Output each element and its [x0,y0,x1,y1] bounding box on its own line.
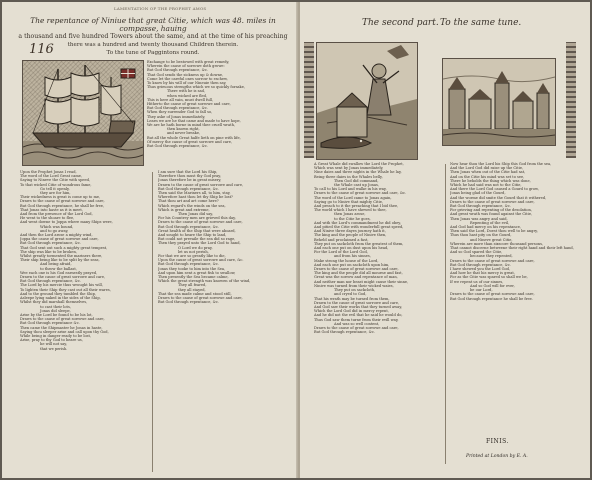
verse-line: But God through repentance, &c. [20,241,81,246]
verse-line: But God through repentance, &c. [158,300,219,305]
verse-line: Then they prayed unto the Lord God to hand, [158,241,241,246]
verse-line: To know by his will of our Nineuie then say, [147,81,227,86]
verse-line: O Lord we do pray, [178,245,213,250]
verse-line: the Whale cast up Jonas, [334,183,379,188]
verse-line: and never breake, [167,131,201,136]
title-line-2: a thousand and five hundred Towers about the same, and at the time of his preaching [18,33,288,40]
verse-line: They put on sackcloth from the greatest of them, [314,241,404,246]
verse-line: That cannot discerne betweene their right hand and their left hand, [450,246,574,251]
verse-line: they are for him, [40,191,71,196]
verse-line: Which the Lord God did in mercy repent, [314,309,389,314]
ballad-title [12,17,294,57]
verse-line: Make strong the house of the Lord, [314,258,379,263]
verse-line: This is here all vain, must dwell full, [147,97,214,102]
second-part-heading: The second part. [362,18,439,28]
verse-line: Asleepe lying naked in the sides of the Ship, [20,296,101,301]
verse-line: And Ninive three dayes journey hath it, [314,229,386,234]
verse-line: to the Citie he goes, [334,216,371,221]
verse-line: Upon the cause of great sorrowe and care, &c. [158,258,244,263]
verse-line: I have shewed you the Lord God, [450,267,511,272]
verse-line: He went to the shoare to flee, [20,216,75,221]
verse-line: And then the Lord arose a mighty wind, [20,233,93,238]
verse-line: Draws to the cause of great sorrowe and care, [450,199,535,204]
verse-line: Drawn to the cause of great sorrowe and care, [158,182,244,187]
verse-line: Arise, pray to thy God to heare us, [20,338,83,343]
verse-line: Wherefore hast thou let thy Ship be lost? [158,195,233,200]
verse-line: But God through repentance, &c. [314,330,375,335]
verse-line: Whilst greatly tormented the mariners there, [20,254,103,259]
verse-line: Drawn to the cause of great sorrowe and care, [20,275,106,280]
verse-line: But God through repentance, &c. [450,204,511,209]
verse-line: Wee each one is his God earnestly prayed, [20,270,98,275]
ship-woodcut-image [22,60,144,166]
verse-line: And neither man nor beast might cause their sinne, [314,279,409,284]
verse-line: But God through repentance, &c. [158,186,219,191]
verse-line: And God saw their works that they turned away, [314,304,403,309]
verse-line: To lighten their Ship they cast out all their wares, [20,287,111,292]
verse-line: Draws to the cause of great sorrowe and care, [314,325,399,330]
ornamental-border-left [304,42,314,158]
verse-line: That God sent out such a mighty great tempest, [20,245,108,250]
verse-line: let us not perish, [178,249,209,254]
verse-line: Jonas being glad of the Gourd, [450,191,506,196]
verse-line: But God through repentance, he shall be free, [20,203,104,208]
verse-line: For that we are so greatly like to die, [158,254,226,259]
verse-line: Draws to the cause of great sorrowe and care, [20,317,105,322]
verse-line: But God through repentance, &c. [450,262,511,267]
verse-line: Thus grieuous strengths which we so quickly forsake, [147,85,246,90]
title-line-4: To the tune of Paggintons round. [106,50,200,56]
verse-line: To call to his Lord and walke in his way, [314,187,387,192]
verse-line: There with he is sad, [167,89,206,94]
verse-line: There he beholds the thing which was done, [450,178,531,183]
right-text-column-b [450,162,584,434]
verse-line: And there the Lord God caused a Gourd to grow, [450,187,539,192]
verse-line: I am sure that the Lord his Ship, [158,170,218,174]
verse-line: And sought to heare the Ship to land, [158,233,227,238]
verse-line: Arise by the Lord be found to be his lot, [20,312,93,317]
verse-line: and from his sinnes, [334,254,371,259]
verse-line: Now hear thou the Lord his Ship this God from the sea, [450,162,552,166]
verse-line: And how he that his mercy is great, [450,271,516,276]
verse-line: Great was the sorrow and repentance of man, [314,275,398,280]
verse-line: The king and the people did all mourne and fast, [314,271,403,276]
verse-line: to cast their lots, [40,304,71,309]
verse-line: And he did not the evil that he said he would do, [314,313,403,318]
verse-line: That Jonas into haste as it is meet, [20,207,83,212]
verse-line: If we repent us of our sinnes, [450,279,504,284]
broadside-spread [2,2,590,478]
verse-line: Thus thou hast pity on the Gourd, [450,233,512,238]
verse-line: But God through repentance, &c. [158,224,219,229]
verse-line: and to go away, [40,228,69,233]
verse-line: he will not say, [40,342,67,347]
verse-line: Then Jonas was angry and said, [450,216,508,221]
verse-line: The ship was like to be broken, [20,249,77,254]
verse-line: And was so well content, [334,321,380,326]
verse-line: Then presently the Sea became calme, [158,275,229,280]
verse-line: Their ship being like to be split by the seas, [20,258,100,263]
verse-line: be our Lord, [470,288,493,293]
left-page [2,2,298,478]
verse-line: then Jonas arose, [334,212,366,217]
right-page [300,2,590,478]
verse-line: Being three daies in the Whales belly, [314,174,383,179]
verse-line: Come let the careful ones sorrow to eschew, [147,76,228,81]
verse-line: Repenting of the evil, [470,220,510,225]
title-line-3: there was a hundred and twenty thousand Children therein. [67,42,239,48]
verse-line: When they surrender God to fall so, [147,110,213,115]
verse-line: While being in danger ready to be lost, [20,333,92,338]
verse-line: Which was bound, [40,224,74,229]
verse-line: And each one put on sackcloth upon him, [314,262,390,267]
verse-line: Whilst they did marshall themselves, [20,300,88,305]
verse-line: The word of the Lord came to Jonas again, [314,195,392,200]
verse-line: Draws to the cause of great sorrowe and care, [450,258,535,263]
verse-line: But God through repentance he shall be free. [450,296,533,301]
verse-line: Saying to Nineve the Citie with speed, [20,178,91,183]
verse-line: For his Countrey men are grieved this day, [158,216,236,221]
verse-line: Draws to the cause of great sorrowe and care, [158,220,243,225]
ship-illustration [23,61,143,165]
verse-line: They aske of Jonas immediately, [147,114,206,119]
left-text-column-top [147,60,293,170]
verse-line: And on the Citie his mind was set to see, [450,174,525,179]
verse-line: And great wrath was found against the Citie, [450,212,533,217]
verse-line: and Nineve great Citie, [470,237,513,242]
verse-line: A Great Whale did swallow the Lord the Prophet, [314,162,404,166]
verse-line: Drawn to the cause of great sorrowe and care, [314,300,400,305]
verse-line: Then Jonas when out of the Citie had sat, [450,170,526,175]
running-header-small: LAMENTATION OF THE PROPHET AMOS [114,6,207,11]
verse-line: And upon him sent a great fish to swallow, [158,270,236,275]
verse-line: Which the great strength was knowen of the wind, [158,279,251,284]
verse-line: But God through repentance, &c. [158,262,219,267]
verse-line: But God through repentance &c. [20,321,80,326]
verse-line: And preach to it the preaching that I bid thee, [314,204,399,209]
verse-line: Then Jonas did say, [178,212,213,217]
verse-line: Upon the Prophet Jonas I read, [20,170,77,174]
verse-line: Then said the Mariners all, to him, stay, [158,191,231,196]
right-text-column-a [314,162,442,474]
verse-line: They all feared, [178,283,207,288]
verse-line: Of mercy the cause of great sorrowe and care, [147,139,232,144]
verse-line: But God through repentance, &c. [147,68,208,73]
verse-line: And with the Lord's commandment he did obey, [314,220,401,225]
verse-line: The king and the people of Ninive then, [314,233,387,238]
verse-line: They put on sackcloth, [334,288,376,293]
verse-line: But could not prevaile the sea did so rage, [158,237,236,242]
verse-line: And the worme did smite the Gourd that it withered, [450,195,547,200]
verse-line: For grieving and repenting of the desolation, [450,208,532,213]
verse-line: Learn we are he that came and made to have hope, [147,118,241,123]
column-divider [152,172,153,472]
verse-line: Jonas therefore be in great misery, [158,178,222,183]
verse-line: Draws to the cause of great sorrowe and care, &c. [314,191,407,196]
right-column-divider [445,164,446,464]
verse-line: Draws to the cause of great sorrowe and care, [314,267,399,272]
verse-line: And each one put on dust upon his head, [314,246,389,251]
verse-line: that we perish. [40,346,68,351]
verse-line: Hitherto the cause of great sorrowe and care, [147,102,231,107]
folio-number: 116 [29,42,54,57]
verse-line: Saying go to Ninive that mighty Citie, [314,199,383,204]
verse-line: That his wrath may be turned from them, [314,296,390,301]
verse-line: And so God spared the Citie, [450,250,503,255]
verse-line: Draws to the cause of great sorrowe and care, [450,292,535,297]
verse-line: Jonas did sleepe, [40,308,71,313]
verse-line: And being afraid, [40,262,72,267]
verse-line: and cryed to God, [334,292,367,297]
verse-line: The Lord by his mercie thus wrought his will, [20,283,103,288]
jonas-whale-woodcut-image [316,42,418,160]
verse-line: For as the Citie was spared so shall we be, [450,275,528,280]
verse-line: Nine daies and three nights in the Whale he lay, [314,170,402,175]
tune-heading: To the same tune. [440,18,522,28]
verse-line: then known right, [167,127,200,132]
verse-line: Go tell it openly, [40,186,70,191]
verse-line: And from the presence of the Lord God, [20,212,93,217]
verse-line: Ninive was turned from their wicked waies, [314,283,394,288]
verse-line: Which he had said was not to the Citie, [450,183,522,188]
verse-line: And the Lord God did raise up the Citie, [450,166,524,171]
verse-line: Jonas they tooke to him into the Sea, [158,266,226,271]
verse-line: And God had mercy on his repentance, [450,225,522,230]
verse-line: And to the ground they tumbled the Ship, [20,291,97,296]
verse-line: Which regard's the winds on the sea, [158,203,226,208]
verse-line: Draws to the cause of great sorrowe and care, [20,199,105,204]
verse-line: Great health of the Ship that were aboard, [158,228,236,233]
verse-line: Which was sent by Jonas immediately, [314,166,384,171]
ornamental-border-right [566,42,576,158]
city-illustration [443,59,555,145]
verse-line: Then said the Lord, Doest thou well to be angry, [450,229,538,234]
title-line-1: The repentance of Niniue that great Citie, which was 48. miles in compasse, hauing [30,16,276,33]
verse-line: And pitied the Citie with wonderfull great speed, [314,225,404,230]
verse-line: Then came the Shipmaster he Jonas in haste, [20,325,103,330]
verse-line: That the sea made calme and stood still, [158,291,232,296]
verse-line: We are he hath borne in mind thee cruell wrath, [147,123,236,128]
verse-line: to throw the ballast, [40,266,77,271]
verse-line: Exchange to be bestowed with great remedy, [147,60,230,64]
verse-line: For the Lord of the Lord God, [314,250,368,255]
verse-line: Therefore thou must thy God pray, [158,174,221,179]
left-text-column-bottom-a [20,170,148,476]
verse-line: But God through repentance, &c. [20,279,81,284]
verse-line: Thus God saw them turne from their evill way, [314,317,399,322]
verse-line: To that wicked Citie of wondrous fame, [20,182,92,187]
verse-line: Saying thou sleeper arise and call upon thy God, [20,329,109,334]
verse-line: Beheld and proclaimed a fast, [314,237,369,242]
verse-line: Which is great and extreme, [158,207,210,212]
verse-line: But God through repentance, &c. [147,106,208,111]
jonas-illustration [317,43,417,159]
verse-line: And went downe to Joppa where many Ships were, [20,220,113,225]
verse-line: The world which I have shewed to thee, [314,208,387,213]
verse-line: But God through repentance, &c. [147,144,208,149]
verse-line: Then God did command, [334,178,379,183]
verse-line: That thou art and art come here? [158,199,219,204]
printer-imprint: Printed at London by E. A. [466,454,528,459]
verse-line: That God sends the sickness up & downe, [147,72,224,77]
verse-line: But all the whole Great halfe lieth on pine with life, [147,135,241,140]
verse-line: Wherein the cause of sorrowe doth growe: [147,64,225,69]
finis-mark: FINIS. [486,438,509,445]
verse-line: when wicked are fled, [167,93,208,98]
verse-line: Joppa the cause of great sorrowe and care, [20,237,99,242]
verse-line: The word of the Lord Great came, [20,174,83,179]
verse-line: Wherein are more than sixscore thousand persons, [450,241,544,246]
verse-line: because they repented, [470,254,513,259]
verse-line: Their wickedness is great is come up to me, [20,195,101,200]
verse-line: Draws to the cause of great sorrowe and care, [158,296,243,301]
left-text-column-bottom-b [158,170,294,476]
verse-line: And so God will for ever, [470,283,515,288]
verse-line: they all stayed, [178,287,206,292]
nineveh-city-woodcut-image [442,58,556,146]
